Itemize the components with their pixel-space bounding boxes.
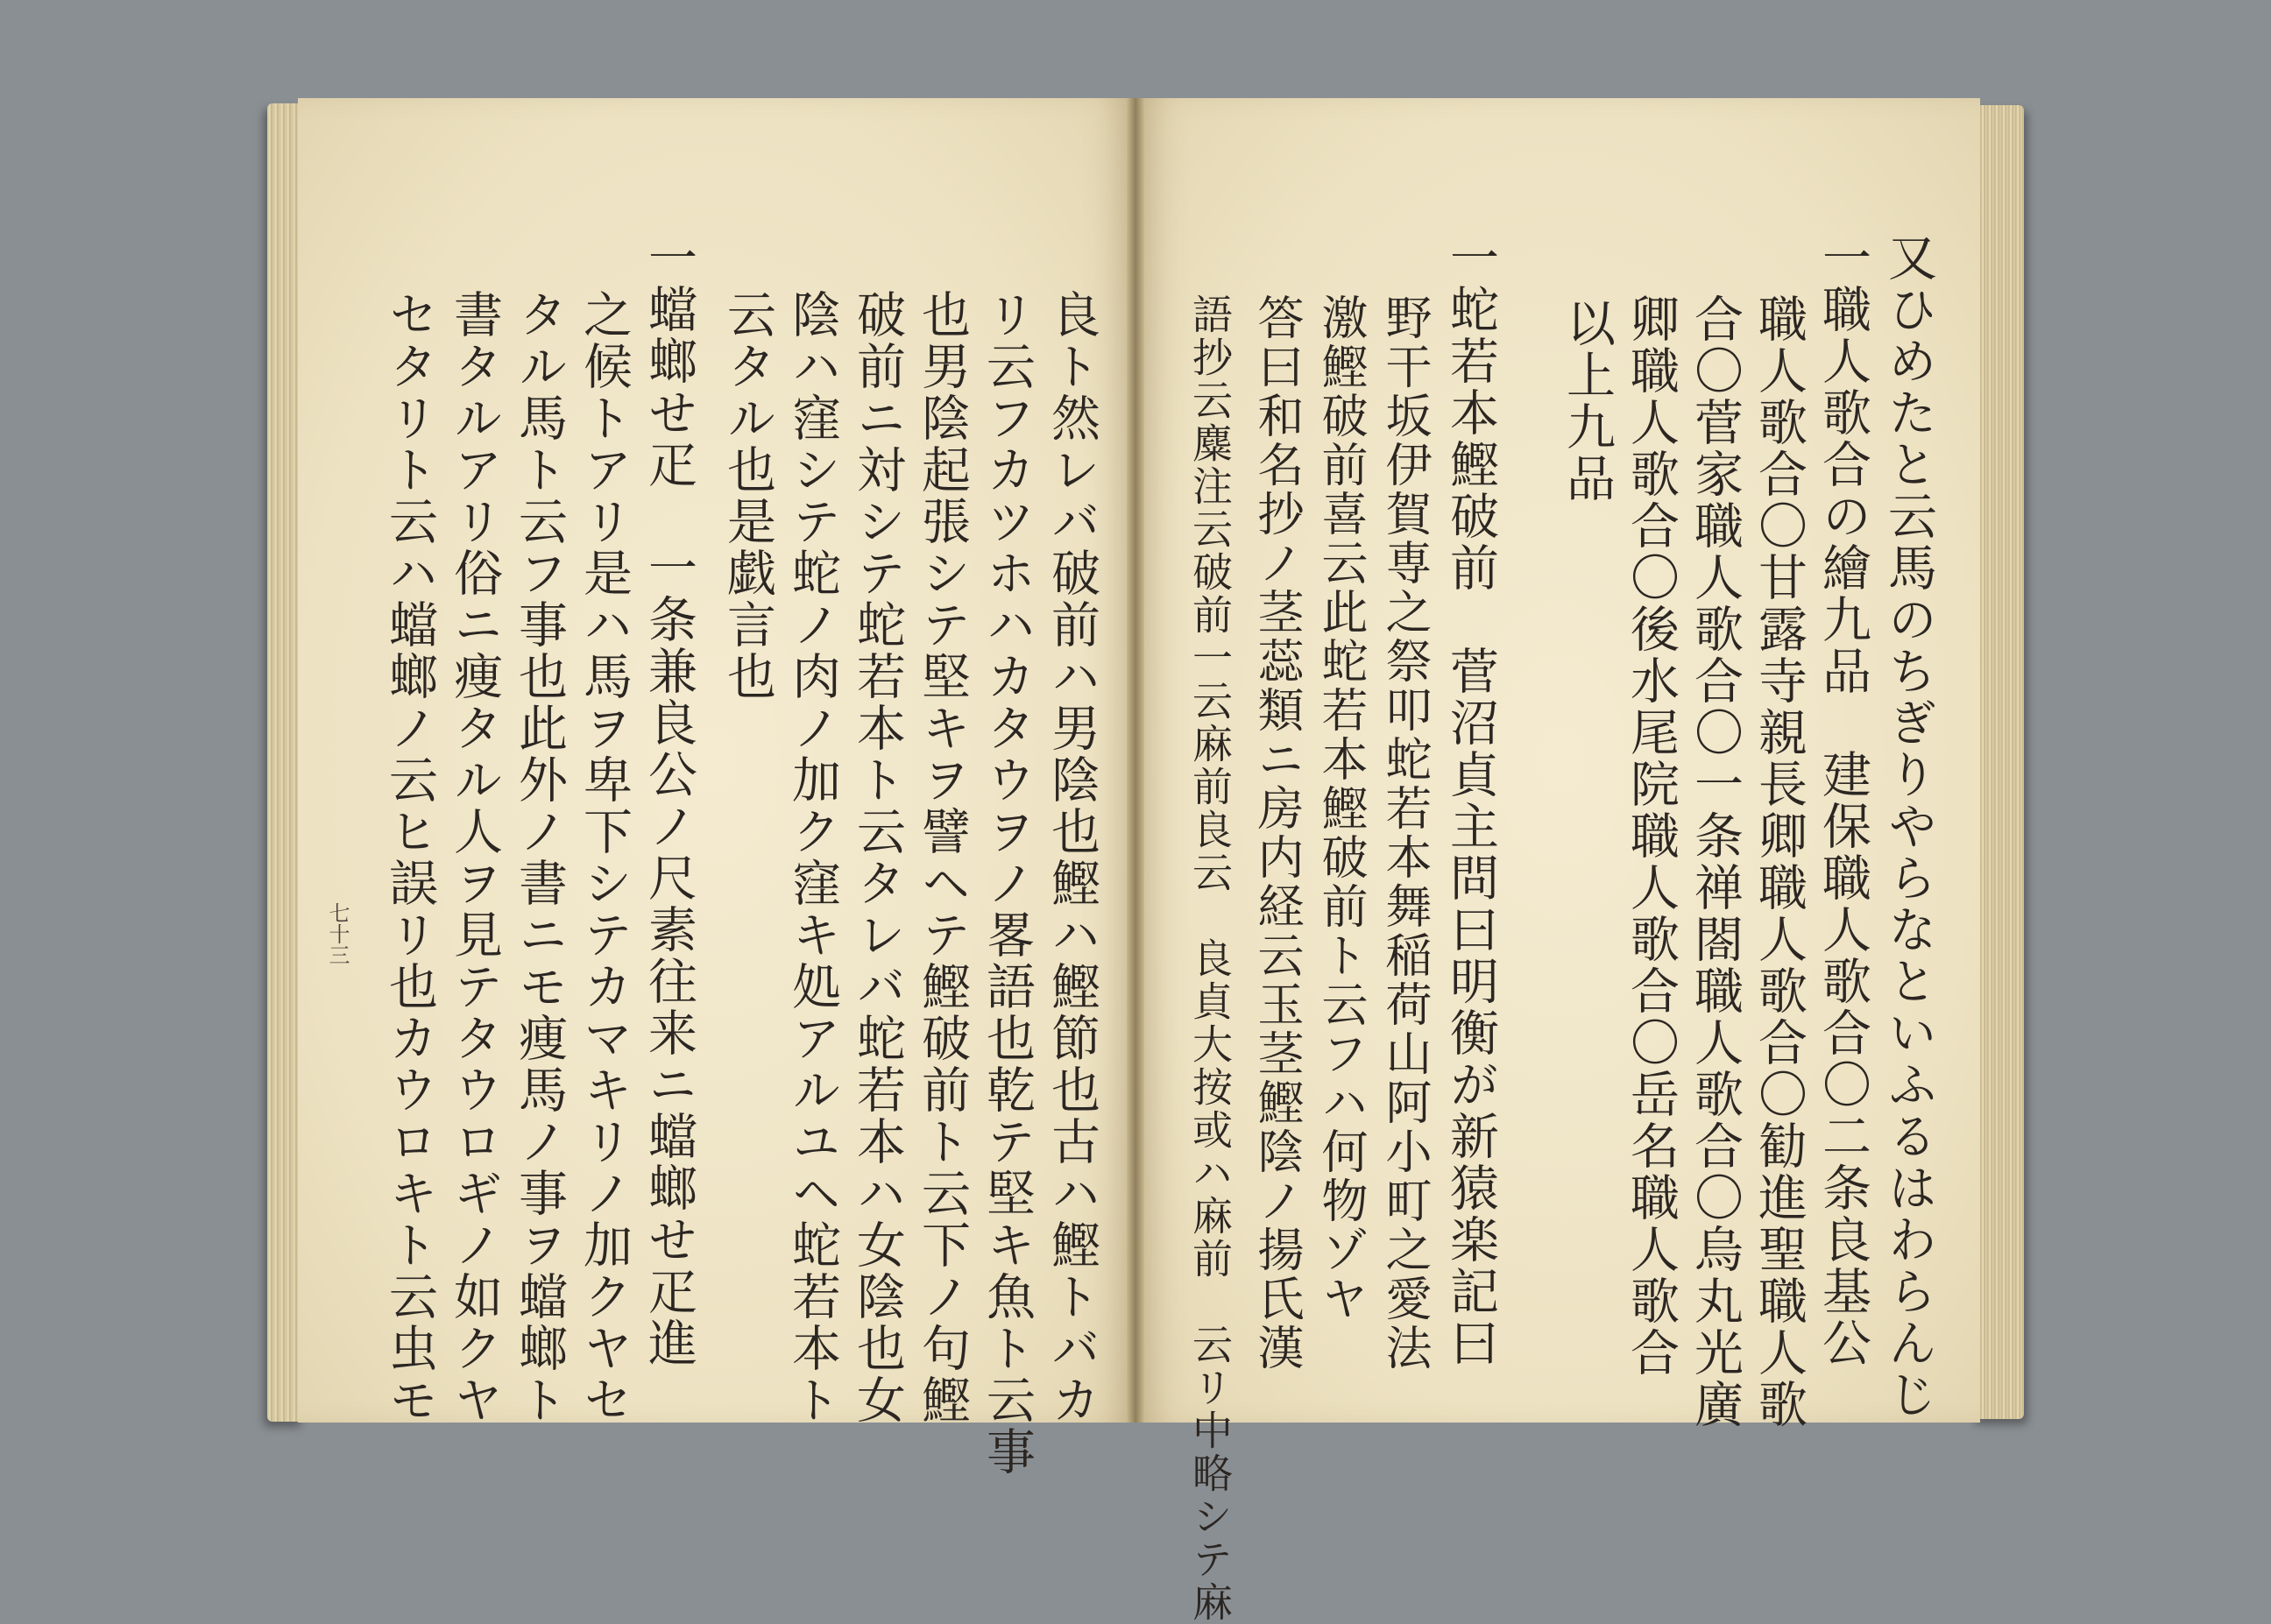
right-column-9: 激鰹破前喜云此蛇若本鰹破前ト云フハ何物ゾヤ [1314,293,1368,1324]
left-column-7: 一蟷螂せ疋 一条兼良公ノ尺素往来ニ蟷螂せ疋進 [640,232,697,1369]
right-column-10: 答曰和名抄ノ茎蕊類ニ房内経云玉茎鰹陰ノ揚氏漢 [1250,293,1304,1373]
left-column-2: リ云フカツホハカタウヲノ畧語也乾テ堅キ魚ト云事 [979,289,1036,1478]
left-column-6: 云タル也是戯言也 [719,289,776,703]
left-column-4: 破前ニ対シテ蛇若本ト云タレバ蛇若本ハ女陰也女 [849,289,906,1426]
right-column-7: 一蛇若本鰹破前 菅沼貞主問曰明衡が新猿楽記曰 [1442,232,1499,1369]
left-column-10: 書タルアリ俗ニ痩タル人ヲ見テタウロギノ如クヤ [446,289,503,1426]
right-column-11: 語抄云麋注云破前一云麻前良云 良貞大按或ハ麻前 云リ中略シテ麻 [1186,293,1234,1624]
left-column-11: セタリト云ハ蟷螂ノ云ヒ誤リ也カウロキト云虫モ [381,289,438,1426]
right-column-8: 野干坂伊賀専之祭叩蛇若本舞稲荷山阿小町之愛法 [1378,293,1432,1373]
left-column-9: タル馬ト云フ事也此外ノ書ニモ痩馬ノ事ヲ蟷螂ト [511,289,568,1426]
left-column-3: 也男陰起張シテ堅キヲ譬ヘテ鰹破前ト云下ノ句鰹 [914,289,971,1426]
right-column-1: 又ひめたと云馬のちぎりやらなといふるはわらんじ [1880,232,1937,1421]
right-column-4: 合〇菅家職人歌合〇一条禅閤職人歌合〇烏丸光廣 [1687,293,1744,1430]
right-column-6: 以上九品 [1559,298,1616,505]
left-column-8: 之候トアリ是ハ馬ヲ卑下シテカマキリノ加クヤセ [576,289,633,1426]
right-column-5: 卿職人歌合〇後水尾院職人歌合〇岳名職人歌合 [1623,293,1680,1379]
left-column-5: 陰ハ窪シテ蛇ノ肉ノ加ク窪キ処アルユヘ蛇若本ト [784,289,841,1426]
book-gutter [1127,98,1144,1423]
left-column-1: 良ト然レバ破前ハ男陰也鰹ハ鰹節也古ハ鰹トバカ [1044,289,1100,1426]
right-column-2: 一職人歌合の繪九品 建保職人歌合〇二条良基公 [1815,232,1871,1369]
right-column-3: 職人歌合〇甘露寺親長卿職人歌合〇勧進聖職人歌 [1751,293,1808,1430]
page-number: 七十三 [325,902,350,965]
